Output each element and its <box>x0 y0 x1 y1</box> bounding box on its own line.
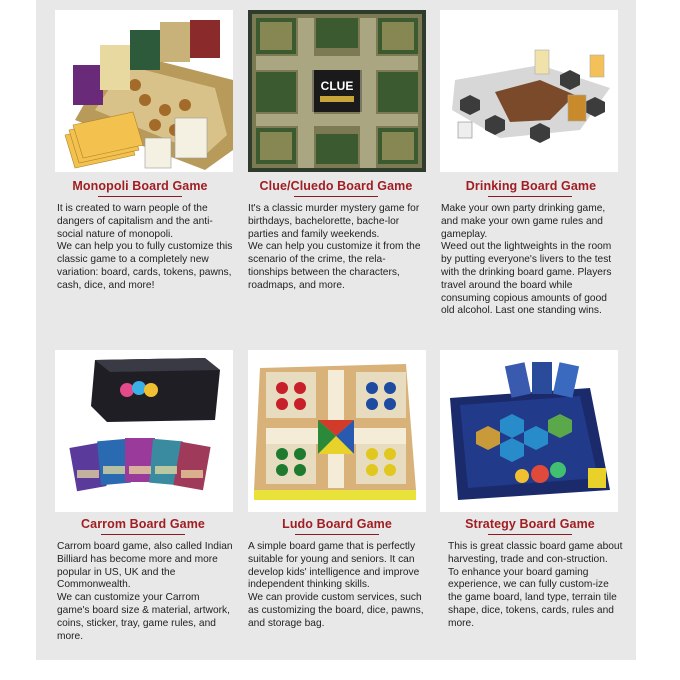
carrom-board-game-photo <box>55 350 233 512</box>
card-title: Strategy Board Game <box>465 517 595 531</box>
card-description: Make your own party drinking game, and make your own game rules and gameplay. Weed out the lightweights in the room by putting everyone's livers to the test with the drinking board game. Players travel around the board while consuming copious amounts of good old alcohol. Last one standing wins. <box>441 203 612 317</box>
card-description: This is great classic board game about harvesting, trade and con-struction. To enhance your board gaming experience, we can fully custom-ize the game board, land type, terrain tile shape, dice, tokens, cards, rules and more. <box>448 541 623 629</box>
ludo-board-game-photo <box>248 350 426 512</box>
card-description: A simple board game that is perfectly suitable for young and seniors. It can develop kids' intelligence and improve independent thinking skills. We can provide custom services, such as customizing the board, dice, pawns, and storage bag. <box>248 541 424 629</box>
monopoli-board-game-photo <box>55 10 233 172</box>
card-title: Clue/Cluedo Board Game <box>259 179 413 193</box>
card-title: Drinking Board Game <box>465 179 597 193</box>
card-title: Monopoli Board Game <box>72 179 208 193</box>
card-title: Ludo Board Game <box>282 517 392 531</box>
strategy-board-game-photo <box>440 350 618 512</box>
title-underline <box>295 534 379 535</box>
card-title: Carrom Board Game <box>81 517 205 531</box>
title-underline <box>488 196 572 197</box>
title-underline <box>488 534 572 535</box>
clue-box-logo: CLUE <box>320 79 354 93</box>
card-description: It is created to warn people of the dangers of capitalism and the anti-social nature of monopoli. We can help you to fully customize this classic game to a completely new variation: board, cards, tokens, pawns, cash, dice, and more! <box>57 203 233 291</box>
title-underline <box>98 196 182 197</box>
clue-board-game-photo <box>248 10 426 172</box>
title-underline <box>294 196 378 197</box>
card-description: Carrom board game, also called Indian Billiard has become more and more popular in US, UK and the Commonwealth. We can customize your Carrom game's board size & material, artwork, coins, sticker, tray, game rules, and more. <box>57 541 233 642</box>
card-description: It's a classic murder mystery game for birthdays, bachelorette, bache-lor parties and family weekends. We can help you customize it from the scenario of the crime, the rela-tionships between the characters, roadmaps, and more. <box>248 203 421 291</box>
title-underline <box>101 534 185 535</box>
drinking-board-game-photo <box>440 10 618 172</box>
